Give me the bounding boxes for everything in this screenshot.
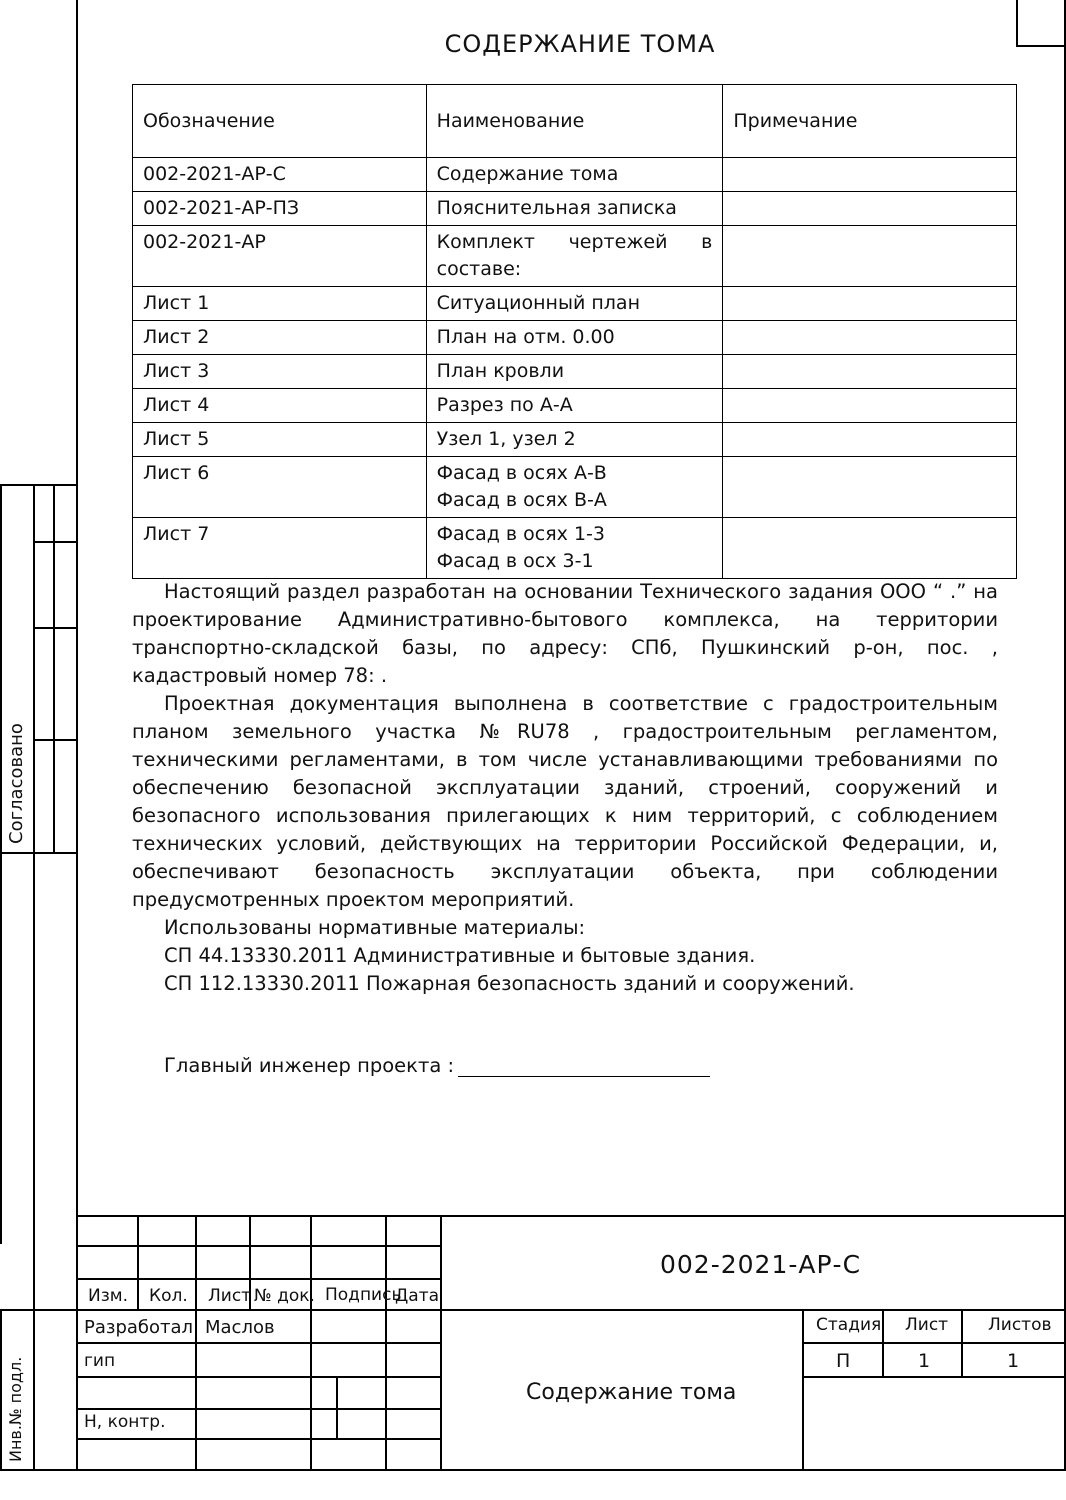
side-strip-inner: [33, 484, 35, 1470]
side-strip-divider: [53, 484, 55, 852]
cell-note: [723, 226, 1017, 287]
cell-code: 002-2021-АР-ПЗ: [133, 192, 427, 226]
tb-col: [336, 1376, 338, 1438]
column-header: Обозначение: [133, 85, 427, 158]
cell-code: 002-2021-АР-С: [133, 158, 427, 192]
tb-right-col: [961, 1309, 963, 1376]
cell-name: Содержание тома: [426, 158, 723, 192]
tb-row: [0, 1309, 1066, 1311]
frame-right: [1064, 0, 1066, 1470]
paragraph: Проектная документация выполнена в соответствие с градостроительным планом земельного участка №RU78 , градостроительным регламентом, техническими регламентами, в том числе устанавливающими требованиями по обеспечению безопасной эксплуатации зданий, строений, сооружений и безопасного использования прилегающих к ним территорий, с соблюдением технических условий, действующих на территории Российской Федерации, и, обеспечивают безопасность эксплуатации объекта, при соблюдении предусмотренных проектом мероприятий.: [132, 692, 998, 911]
sheet-header: Лист: [905, 1315, 949, 1335]
cell-code: Лист 1: [133, 287, 427, 321]
frame-bottom: [0, 1469, 1066, 1471]
table-row: [133, 158, 1017, 192]
table-row: [133, 355, 1017, 389]
stage-header: Стадия: [816, 1315, 882, 1335]
signature-label: Главный инженер проекта :: [164, 1054, 455, 1077]
side-strip-row: [33, 739, 77, 741]
cell-name-line: Фасад в осх 3-1: [436, 550, 594, 572]
column-header: Примечание: [723, 85, 1017, 158]
doc-code: 002-2021-АР-С: [660, 1250, 862, 1279]
side-strip-row: [33, 541, 77, 543]
cell-code: Лист 6: [133, 457, 427, 518]
cell-code: Лист 4: [133, 389, 427, 423]
tb-header-list: Лист: [208, 1286, 252, 1306]
tb-header-izm: Изм.: [88, 1286, 128, 1306]
role-gip: гип: [84, 1351, 116, 1371]
tb-right-row: [802, 1342, 1066, 1344]
cell-note: [723, 287, 1017, 321]
cell-name-line: Фасад в осях А-В: [436, 462, 607, 484]
column-header: Наименование: [426, 85, 723, 158]
table-row: [133, 287, 1017, 321]
description-text: [132, 578, 998, 998]
sheet-title: Содержание тома: [526, 1380, 737, 1405]
table-row: [133, 226, 1017, 287]
tb-col: [195, 1215, 197, 1470]
tb-header-kol: Кол.: [149, 1286, 188, 1306]
table-row: [133, 457, 1017, 518]
cell-name-line: Фасад в осях 1-3: [436, 523, 605, 545]
table-header-row: [133, 85, 1017, 158]
tb-header-podpis: Подпись: [325, 1285, 402, 1305]
tb-col: [385, 1215, 387, 1470]
role-developer: Разработал: [84, 1317, 194, 1338]
sheet-value: 1: [918, 1350, 931, 1372]
side-strip-outer: [0, 484, 2, 1244]
tb-right-col: [882, 1309, 884, 1376]
paragraph: СП 112.13330.2011 Пожарная безопасность зданий и сооружений.: [164, 972, 855, 995]
inventory-number-label: Инв.№ подл.: [6, 1356, 25, 1462]
cell-name: [426, 518, 723, 579]
cell-name: Комплект чертежей в составе:: [426, 226, 723, 287]
cell-name: Разрез по А-А: [426, 389, 723, 423]
cell-name: План на отм. 0.00: [426, 321, 723, 355]
cell-note: [723, 158, 1017, 192]
contents-table: [132, 84, 1017, 579]
tb-header-data: Дата: [395, 1286, 440, 1306]
stage-value: П: [836, 1350, 851, 1372]
cell-code: Лист 2: [133, 321, 427, 355]
paragraph: Настоящий раздел разработан на основании Технического задания ООО “ .” на проектирование Административно-бытового комплекса, на территории транспортно-складской базы, по адресу: СПб, Пушкинский р-он, пос. , кадастровый номер 78: .: [132, 580, 998, 687]
frame-left: [76, 0, 78, 1470]
side-strip-row: [33, 627, 77, 629]
signature-blank-line: [458, 1052, 710, 1077]
tb-right-row: [802, 1376, 1066, 1378]
cell-note: [723, 192, 1017, 226]
cell-note: [723, 355, 1017, 389]
side-strip-row: [0, 852, 77, 854]
sheets-value: 1: [1007, 1350, 1020, 1372]
tb-right-divider: [802, 1309, 804, 1470]
table-row: [133, 423, 1017, 457]
cell-name: Узел 1, узел 2: [426, 423, 723, 457]
tb-col: [137, 1215, 139, 1310]
agreed-label: Согласовано: [6, 723, 27, 844]
cell-note: [723, 518, 1017, 579]
table-row: [133, 389, 1017, 423]
sheets-header: Листов: [988, 1315, 1052, 1335]
tb-header-ndok: № док.: [254, 1286, 315, 1306]
cell-note: [723, 423, 1017, 457]
tb-top: [76, 1215, 1066, 1217]
tb-col: [310, 1215, 312, 1470]
cell-code: Лист 5: [133, 423, 427, 457]
cell-name: Пояснительная записка: [426, 192, 723, 226]
cell-code: 002-2021-АР: [133, 226, 427, 287]
paragraph: СП 44.13330.2011 Административные и бытовые здания.: [164, 944, 756, 967]
cell-name: План кровли: [426, 355, 723, 389]
tb-main-divider: [440, 1215, 442, 1470]
paragraph: Использованы нормативные материалы:: [164, 916, 586, 939]
cell-note: [723, 457, 1017, 518]
role-nkontr: Н, контр.: [84, 1412, 166, 1432]
cell-note: [723, 321, 1017, 355]
cell-note: [723, 389, 1017, 423]
cell-name: [426, 457, 723, 518]
cell-name: Ситуационный план: [426, 287, 723, 321]
table-row: [133, 192, 1017, 226]
cell-name-line: Фасад в осях В-А: [436, 489, 607, 511]
table-row: [133, 321, 1017, 355]
side-strip-outer-low: [0, 1309, 2, 1470]
cell-code: Лист 7: [133, 518, 427, 579]
side-strip-top: [0, 484, 77, 486]
table-row: [133, 518, 1017, 579]
developer-name: Маслов: [205, 1317, 275, 1338]
chief-engineer-signature: [164, 1052, 710, 1077]
cell-code: Лист 3: [133, 355, 427, 389]
page-title: СОДЕРЖАНИЕ ТОМА: [444, 30, 716, 58]
